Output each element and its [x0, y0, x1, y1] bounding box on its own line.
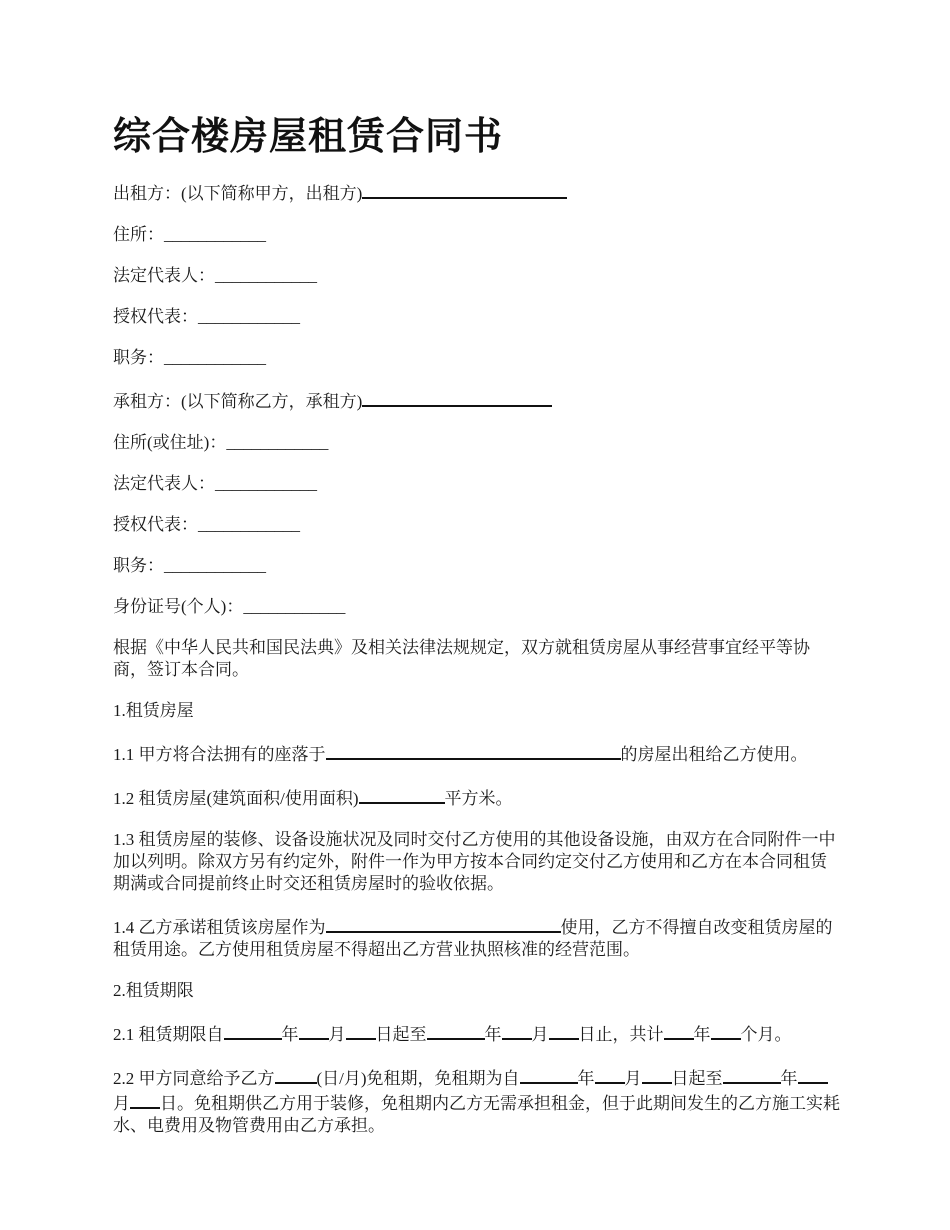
- lessee-name-blank: [362, 388, 552, 407]
- section1-heading: 1.租赁房屋: [113, 701, 194, 720]
- clause-2-2-text: 2.2 甲方同意给予乙方: [113, 1069, 275, 1088]
- clause-1-1: [113, 741, 840, 766]
- free-start-year-blank: [520, 1065, 578, 1084]
- end-year-blank: [427, 1021, 485, 1040]
- lessee-legal-rep-line: [113, 473, 840, 495]
- lessee-authorized-rep-blank: ____________: [198, 515, 300, 534]
- end-day-blank: [549, 1021, 579, 1040]
- clause-2-1: [113, 1021, 840, 1046]
- free-start-month-blank: [595, 1065, 625, 1084]
- start-month-blank: [299, 1021, 329, 1040]
- month-text: 月: [113, 1094, 130, 1113]
- clause-1-2-text: 1.2 租赁房屋(建筑面积/使用面积): [113, 789, 359, 808]
- month-text: 月: [624, 1069, 642, 1088]
- free-end-day-blank: [130, 1090, 160, 1109]
- start-day-blank: [346, 1021, 376, 1040]
- lessee-legal-rep-label: 法定代表人：: [113, 474, 215, 493]
- lessee-label: 承租方：(以下简称乙方，承租方): [113, 392, 363, 411]
- clause-1-1-text-end: 的房屋出租给乙方使用。: [620, 745, 808, 764]
- lessor-position-blank: ____________: [164, 348, 266, 367]
- lessor-authorized-rep-blank: ____________: [198, 307, 300, 326]
- year-text: 年: [693, 1025, 711, 1044]
- year-text: 年: [281, 1025, 299, 1044]
- lessor-position-label: 职务：: [113, 348, 164, 367]
- lessor-legal-rep-line: [113, 265, 840, 287]
- lessor-address-line: [113, 224, 840, 246]
- total-months-blank: [711, 1021, 741, 1040]
- clause-1-4: [113, 914, 840, 961]
- lessor-address-label: 住所：: [113, 225, 164, 244]
- lessor-authorized-rep-label: 授权代表：: [113, 307, 198, 326]
- clause-2-2-text-end: 日。免租期供乙方用于装修，免租期内乙方无需承担租金，但于此期间发生的乙方施工实耗水、电费用及物管费用由乙方承担。: [113, 1094, 840, 1135]
- clause-2-2-text-mid: (日/月)免租期，免租期为自: [316, 1069, 520, 1088]
- lessor-name-blank: [362, 180, 567, 199]
- lessor-position-line: [113, 347, 840, 369]
- lessee-address-blank: ____________: [226, 433, 329, 452]
- location-blank: [326, 741, 621, 760]
- area-blank: [359, 785, 445, 804]
- day-text: 日止，共计: [578, 1025, 664, 1044]
- year-text: 年: [780, 1069, 798, 1088]
- usage-blank: [326, 914, 561, 933]
- free-start-day-blank: [642, 1065, 672, 1084]
- month-text: 个月。: [740, 1025, 792, 1044]
- lessee-authorized-rep-line: [113, 514, 840, 536]
- clause-1-4-text: 1.4 乙方承诺租赁该房屋作为: [113, 918, 326, 937]
- intro-paragraph: 根据《中华人民共和国民法典》及相关法律法规规定，双方就租赁房屋从事经营事宜经平等协商，签订本合同。: [113, 638, 810, 679]
- year-text: 年: [577, 1069, 595, 1088]
- free-end-month-blank: [798, 1065, 828, 1084]
- clause-1-2: [113, 785, 840, 810]
- id-number-blank: ____________: [243, 597, 346, 616]
- lessor-label: 出租方：(以下简称甲方，出租方): [113, 184, 363, 203]
- lessor-line: [113, 180, 840, 205]
- month-text: 月: [531, 1025, 549, 1044]
- free-end-year-blank: [723, 1065, 781, 1084]
- end-month-blank: [502, 1021, 532, 1040]
- lessee-position-label: 职务：: [113, 556, 164, 575]
- lessee-authorized-rep-label: 授权代表：: [113, 515, 198, 534]
- clause-1-2-text-end: 平方米。: [444, 789, 513, 808]
- lessor-address-blank: ____________: [164, 225, 266, 244]
- lessor-legal-rep-label: 法定代表人：: [113, 266, 215, 285]
- document-title: 综合楼房屋租赁合同书: [113, 116, 504, 158]
- lessee-legal-rep-blank: ____________: [215, 474, 317, 493]
- clause-1-1-text: 1.1 甲方将合法拥有的座落于: [113, 745, 326, 764]
- lessee-position-blank: ____________: [164, 556, 266, 575]
- rent-free-period-blank: [275, 1065, 317, 1084]
- clause-1-3: 1.3 租赁房屋的装修、设备设施状况及同时交付乙方使用的其他设备设施，由双方在合同附件一中加以列明。除双方另有约定外，附件一作为甲方按本合同约定交付乙方使用和乙方在本合同租赁期满或合同提前终止时交还租赁房屋时的验收依据。: [113, 830, 836, 893]
- day-text: 日起至: [375, 1025, 427, 1044]
- year-text: 年: [484, 1025, 502, 1044]
- id-number-line: [113, 596, 840, 618]
- section2-heading: 2.租赁期限: [113, 981, 194, 1000]
- lessee-line: [113, 388, 840, 413]
- clause-2-1-text: 2.1 租赁期限自: [113, 1025, 224, 1044]
- total-years-blank: [664, 1021, 694, 1040]
- lessor-authorized-rep-line: [113, 306, 840, 328]
- lessee-address-label: 住所(或住址)：: [113, 433, 227, 452]
- start-year-blank: [224, 1021, 282, 1040]
- month-text: 月: [328, 1025, 346, 1044]
- id-number-label: 身份证号(个人)：: [113, 597, 244, 616]
- clause-1-4-text-end: 使用，乙方不得擅自改变租赁房屋的租赁用途。乙方使用租赁房屋不得超出乙方营业执照核准的经营范围。: [113, 918, 833, 959]
- lessee-position-line: [113, 555, 840, 577]
- lessor-legal-rep-blank: ____________: [215, 266, 317, 285]
- day-text: 日起至: [671, 1069, 723, 1088]
- lessee-address-line: [113, 432, 840, 454]
- clause-2-2: [113, 1065, 840, 1137]
